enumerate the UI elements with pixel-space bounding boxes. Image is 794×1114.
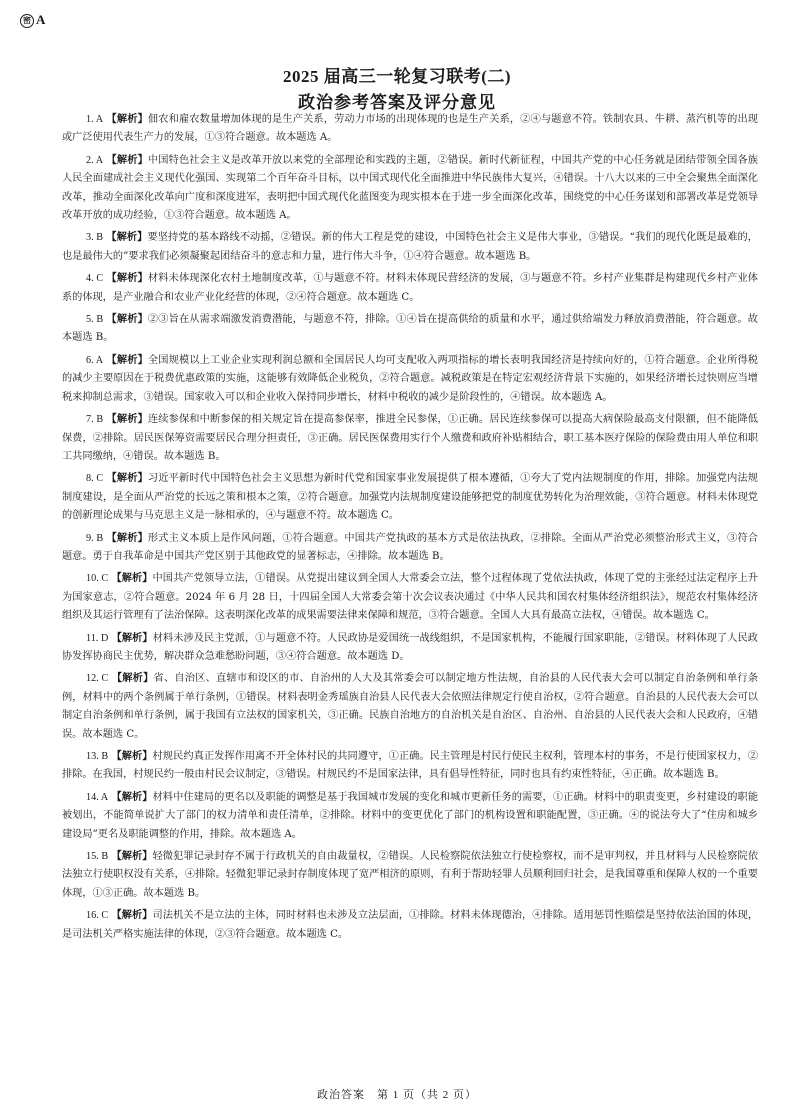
answer-explanation: 轻微犯罪记录封存不属于行政机关的自由裁量权，②错误。人民检察院依法独立行使检察权，而不是审判权，并且材料与人民检察院依法独立行使职权没有关系，④排除。轻微犯罪记录封存制度体现了宽严相济的原则，有利于帮助轻罪人员顺利回归社会，是我国尊重和保障人权的一个重要体现，①③正确。故本题选 B。	[62, 851, 759, 899]
answer-explanation: 形式主义本质上是作风问题，①符合题意。中国共产党执政的基本方式是依法执政，②排除。全面从严治党必须整治形式主义，③符合题意。勇于自我革命是中国共产党区别于其他政党的显著标志，④排除。故本题选 B。	[62, 532, 758, 562]
answer-number: 9. B	[86, 532, 104, 544]
analysis-tag: 【解析】	[111, 572, 153, 585]
analysis-tag: 【解析】	[106, 231, 148, 244]
analysis-tag: 【解析】	[111, 909, 153, 922]
analysis-tag: 【解析】	[111, 790, 153, 803]
answer-item	[62, 629, 758, 667]
answer-item	[62, 228, 758, 266]
answer-number: 16. C	[86, 910, 109, 922]
answer-explanation: 连续参保和中断参保的相关规定旨在提高参保率，推进全民参保，①正确。居民连续参保可以提高大病保险最高支付限额，但不能降低保费，②排除。居民医保筹资需要居民合理分担责任，③正确。居民医保费用实行个人缴费和政府补贴相结合，职工基本医疗保险的保险费由用人单位和职工共同缴纳，④错误。故本题选 B。	[62, 414, 758, 462]
analysis-tag: 【解析】	[106, 113, 148, 125]
exam-title: 2025 届高三一轮复习联考(二)	[282, 67, 512, 86]
answer-item	[62, 788, 758, 844]
answer-explanation: 中国共产党领导立法，①错误。从党提出建议到全国人大常委会立法，整个过程体现了党依法执政，体现了党的主张经过法定程序上升为国家意志，②符合题意。2024 年 6 月 28 日，十四届全国人大常委会第十次会议表决通过《中华人民共和国农村集体经济组织法》，规范农村集体经济组织及其运行管理有了法治保障。这表明深化改革的成果需要法律来保障和规范，③符合题意。全国人大具有最高立法权，④错误。故本题选 C。	[62, 573, 759, 622]
paper-version: A	[36, 12, 46, 27]
answer-explanation: 习近平新时代中国特色社会主义思想为新时代党和国家事业发展提供了根本遵循，①夸大了党内法规制度的作用，排除。加强党内法规制度建设，是全面从严治党的长远之策和根本之策，②符合题意。加强党内法规制度建设能够把党的制度优势转化为治理效能，③符合题意。材料未体现党的创新理论成果与马克思主义是一脉相承的，④与题意不符。故本题选 C。	[62, 473, 758, 522]
analysis-tag: 【解析】	[106, 413, 148, 426]
answer-number: 3. B	[86, 232, 104, 244]
answer-explanation: 村规民约真正发挥作用离不开全体村民的共同遵守，①正确。民主管理是村民行使民主权利，管理本村的事务，不是行使国家权力，②排除。在我国，村规民约一般由村民会议制定，③错误。村规民约不是国家法律，具有倡导性特征，同时也具有约束性特征，④正确。故本题选 B。	[62, 751, 759, 781]
answer-explanation: 材料中住建局的更名以及职能的调整是基于我国城市发展的变化和城市更新任务的需要，①正确。材料中的职责变更，乡村建设的职能被划出，不能简单说扩大了部门的权力清单和责任清单，②排除。材料中的变更优化了部门的机构设置和职能配置，③正确。④的说法夸大了“住房和城乡建设局”更名及职能调整的作用，排除。故本题选 A。	[62, 791, 759, 840]
page-footer: 政治答案 第 1 页（共 2 页）	[317, 1089, 477, 1101]
answer-number: 15. B	[86, 851, 109, 863]
answer-explanation: 佃农和雇农数量增加体现的是生产关系，劳动力市场的出现体现的也是生产关系，②④与题意不符。铁制农具、牛耕、蒸汽机等的出现或广泛使用代表生产力的发展，①③符合题意。故本题选 A。	[62, 114, 758, 144]
secret-seal-icon: 密	[20, 14, 34, 28]
answer-item	[62, 529, 758, 567]
answer-explanation: ②③旨在从需求端激发消费潜能，与题意不符，排除。①④旨在提高供给的质量和水平，通过供给端发力释放消费潜能，符合题意。故本题选 B。	[62, 314, 758, 344]
answer-item	[62, 906, 758, 944]
answer-item	[62, 351, 758, 407]
analysis-tag: 【解析】	[106, 153, 148, 166]
answer-item	[62, 269, 758, 307]
analysis-tag: 【解析】	[111, 672, 154, 685]
analysis-tag: 【解析】	[106, 531, 148, 544]
answer-item	[62, 569, 758, 625]
answer-explanation: 要坚持党的基本路线不动摇，②错误。新的伟大工程是党的建设，中国特色社会主义是伟大事业，③错误。“我们的现代化既是最难的，也是最伟大的”要求我们必须凝聚起团结奋斗的意志和力量，进行伟大斗争，①④符合题意。故本题选 B。	[62, 232, 758, 262]
answer-number: 12. C	[86, 673, 109, 685]
answer-number: 7. B	[86, 414, 104, 426]
answer-list	[62, 110, 758, 947]
answer-number: 5. B	[86, 314, 104, 326]
answer-item	[62, 110, 758, 148]
answer-item	[62, 410, 758, 466]
answer-number: 4. C	[86, 273, 104, 285]
answer-item	[62, 151, 758, 226]
analysis-tag: 【解析】	[106, 353, 148, 366]
answer-item	[62, 469, 758, 525]
answer-explanation: 中国特色社会主义是改革开放以来党的全部理论和实践的主题，②错误。新时代新征程，中国共产党的中心任务就是团结带领全国各族人民全面建成社会主义现代化强国、实现第二个百年奋斗目标，以中国式现代化全面推进中华民族伟大复兴，④错误。十八大以来的三中全会聚焦全面深化改革，推动全面深化改革向广度和深度进军，表明把中国式现代化蓝图变为现实根本在于进一步全面深化改革，围绕党的中心任务谋划和部署改革是党领导改革开放的成功经验，①③符合题意。故本题选 A。	[62, 154, 758, 222]
answer-number: 8. C	[86, 473, 104, 485]
analysis-tag: 【解析】	[106, 472, 148, 485]
answer-explanation: 材料未体现深化农村土地制度改革，①与题意不符。材料未体现民营经济的发展，③与题意不符。乡村产业集群是构建现代乡村产业体系的体现，是产业融合和农业产业化经营的体现，②④符合题意。故本题选 C。	[62, 273, 758, 303]
answer-number: 11. D	[86, 632, 109, 644]
answer-explanation: 全国规模以上工业企业实现利润总额和全国居民人均可支配收入两项指标的增长表明我国经济是持续向好的，①符合题意。企业所得税的减少主要原因在于税费优惠政策的实施，这能够有效降低企业税负，②符合题意。减税政策是在特定宏观经济背景下实施的，如果经济增长过快则应当增税来抑制总需求，③错误。国家收入可以和企业收入保持同步增长，材料中税收的减少是阶段性的，④错误。故本题选 A。	[62, 354, 758, 403]
answer-number: 2. A	[86, 154, 104, 166]
answer-item	[62, 669, 758, 744]
analysis-tag: 【解析】	[111, 750, 153, 762]
analysis-tag: 【解析】	[106, 313, 148, 326]
answer-explanation: 司法机关不是立法的主体，同时材料也未涉及立法层面，①排除。材料未体现德治，④排除。适用惩罚性赔偿是坚持依法治国的体现，是司法机关严格实施法律的体现，②③符合题意。故本题选 C。	[62, 910, 759, 940]
answer-item	[62, 747, 758, 785]
answer-number: 14. A	[86, 791, 109, 803]
answer-number: 6. A	[86, 354, 104, 366]
answer-number: 13. B	[86, 751, 109, 762]
answer-item	[62, 847, 758, 903]
answer-explanation: 省、自治区、直辖市和设区的市、自治州的人大及其常委会可以制定地方性法规，自治县的人民代表大会可以制定自治条例和单行条例，材料中的两个条例属于单行条例，①错误。材料表明金秀瑶族自治县人民代表大会依照法律规定行使自治权，②符合题意。自治县的人民代表大会可以制定自治条例和单行条例，属于我国有立法权的国家机关，③正确。民族自治地方的自治机关是自治区、自治州、自治县的人民代表大会和人民政府，④错误。故本题选 C。	[62, 673, 759, 740]
answer-explanation: 材料未涉及民主党派，①与题意不符。人民政协是爱国统一战线组织，不是国家机构，不能履行国家职能，②错误。材料体现了人民政协发挥协商民主优势，解决群众急难愁盼问题，③④符合题意。故本题选 D。	[62, 632, 758, 662]
answer-number: 10. C	[86, 573, 109, 585]
analysis-tag: 【解析】	[111, 631, 153, 644]
answer-item	[62, 310, 758, 348]
analysis-tag: 【解析】	[106, 272, 148, 285]
analysis-tag: 【解析】	[111, 850, 153, 863]
answer-number: 1. A	[86, 114, 104, 125]
paper-version-mark	[20, 12, 45, 28]
document-subtitle: 政治参考答案及评分意见	[298, 93, 496, 112]
